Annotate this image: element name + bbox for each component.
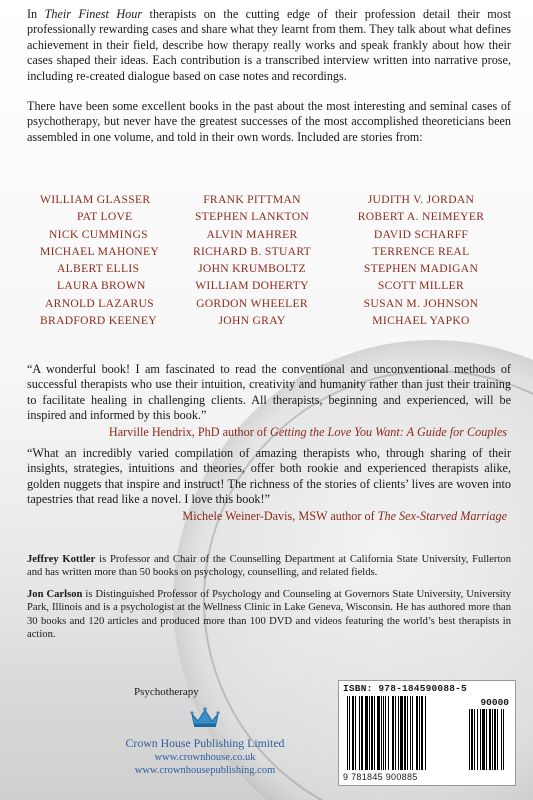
- barcode-bars-price: [469, 709, 511, 770]
- publisher-url-com[interactable]: www.crownhousepublishing.com: [134, 765, 276, 776]
- contributor-name: JUDITH V. JORDAN: [367, 193, 475, 206]
- barcode-bars-main: [347, 696, 462, 770]
- contributor-column-2: [172, 192, 332, 329]
- contributor-name: WILLIAM DOHERTY: [195, 279, 309, 293]
- intro-paragraph-1: In Their Finest Hour therapists on the cutting edge of their profession detail their most professionally rewarding cases and share what they learnt from them. They talk about what defines achievement in their field, describe how therapy really works and speak frankly about how their cases shaped their ideas. Each contribution is a transcribed interview written into narrative prose, including re-created dialogue based on case notes and recordings.: [27, 7, 512, 83]
- contributor-name: ALVIN MAHRER: [206, 227, 298, 241]
- contributor-name: BRADFORD KEENEY: [40, 313, 157, 327]
- contributor-name: JOHN GRAY: [218, 313, 286, 327]
- barcode-digits: 9 781845 900885: [343, 772, 418, 782]
- author-name: Jon Carlson: [27, 589, 83, 600]
- contributor-name: JOHN KRUMBOLTZ: [198, 262, 306, 276]
- intro-paragraph-2: There have been some excellent books in the past about the most interesting and seminal cases of psychotherapy, but never have the greatest successes of the most accomplished theoreticians been assembled in one volume, and told in their own words. Included are stories from:: [27, 99, 511, 144]
- contributor-name: SCOTT MILLER: [377, 279, 465, 293]
- contributor-name: WILLIAM GLASSER: [40, 193, 151, 206]
- contributor-name: DAVID SCHARFF: [373, 227, 469, 241]
- endorsement-attribution-2: Michele Weiner-Davis, MSW author of The Sex-Starved Marriage: [182, 509, 507, 523]
- contributor-name: PAT LOVE: [77, 210, 133, 224]
- publisher-name: Crown House Publishing Limited: [125, 736, 285, 750]
- price-code: 90000: [480, 697, 509, 708]
- contributor-name: ROBERT A. NEIMEYER: [357, 210, 485, 224]
- author-bio-kottler: Jeffrey Kottler is Professor and Chair of the Counselling Department at California State University, Fullerton and has written more than 50 books on psychology, counselling, and related fields.: [27, 554, 511, 579]
- contributor-name: STEPHEN LANKTON: [194, 210, 310, 224]
- isbn-barcode: [338, 680, 516, 786]
- isbn-label: ISBN: 978-184590088-5: [343, 683, 467, 694]
- author-name: Jeffrey Kottler: [27, 554, 96, 565]
- contributor-name: FRANK PITTMAN: [203, 193, 301, 206]
- barcode-bar: [503, 709, 504, 770]
- author-bio-carlson: Jon Carlson is Distinguished Professor of Psychology and Counseling at Governors State University, University Park, Illinois and is a psychologist at the Wellness Clinic in Lake Geneva, Wisconsin. He has authored more than 30 books and 120 articles and produced more than 100 DVD and videos featuring the world’s best therapists in action.: [27, 589, 511, 641]
- contributor-name: MICHAEL MAHONEY: [40, 244, 160, 258]
- contributor-name: ARNOLD LAZARUS: [45, 296, 154, 310]
- contributor-name: ALBERT ELLIS: [57, 262, 140, 276]
- contributor-list: [40, 192, 510, 329]
- book-title: Their Finest Hour: [44, 7, 143, 21]
- contributor-name: GORDON WHEELER: [196, 296, 308, 310]
- endorsement-quote-1: “A wonderful book! I am fascinated to read the conventional and unconventional methods of successful therapists who use their intuition, creativity and humanity rather than just their training to facilitate healing in challenging clients. All therapists, beginning and experienced, will be inspired and informed by this book.”: [27, 362, 511, 423]
- contributor-name: TERRENCE REAL: [372, 244, 470, 258]
- barcode-bar: [426, 696, 427, 770]
- contributor-name: MICHAEL YAPKO: [372, 313, 470, 327]
- contributor-name: NICK CUMMINGS: [49, 227, 148, 241]
- category-label: Psychotherapy: [134, 686, 199, 698]
- contributor-name: STEPHEN MADIGAN: [363, 262, 479, 276]
- contributor-column-1: [40, 192, 172, 329]
- contributor-name: RICHARD B. STUART: [192, 244, 312, 258]
- contributor-column-3: [332, 192, 510, 329]
- publisher-block: [100, 706, 310, 777]
- crown-logo-icon: [190, 706, 220, 728]
- publisher-url-uk[interactable]: www.crownhouse.co.uk: [154, 752, 256, 763]
- endorsement-attribution-1: Harville Hendrix, PhD author of Getting the Love You Want: A Guide for Couples: [108, 425, 507, 439]
- contributor-name: LAURA BROWN: [57, 279, 146, 293]
- contributor-name: SUSAN M. JOHNSON: [363, 296, 479, 310]
- endorsement-quote-2: “What an incredibly varied compilation of amazing therapists who, through sharing of their insights, strategies, intuitions and theories, offer both rookie and experienced therapists alike, golden nuggets that inspire and instruct! The richness of the stories of clients’ lives are woven into tapestries that read like a novel. I love this book!”: [27, 446, 511, 507]
